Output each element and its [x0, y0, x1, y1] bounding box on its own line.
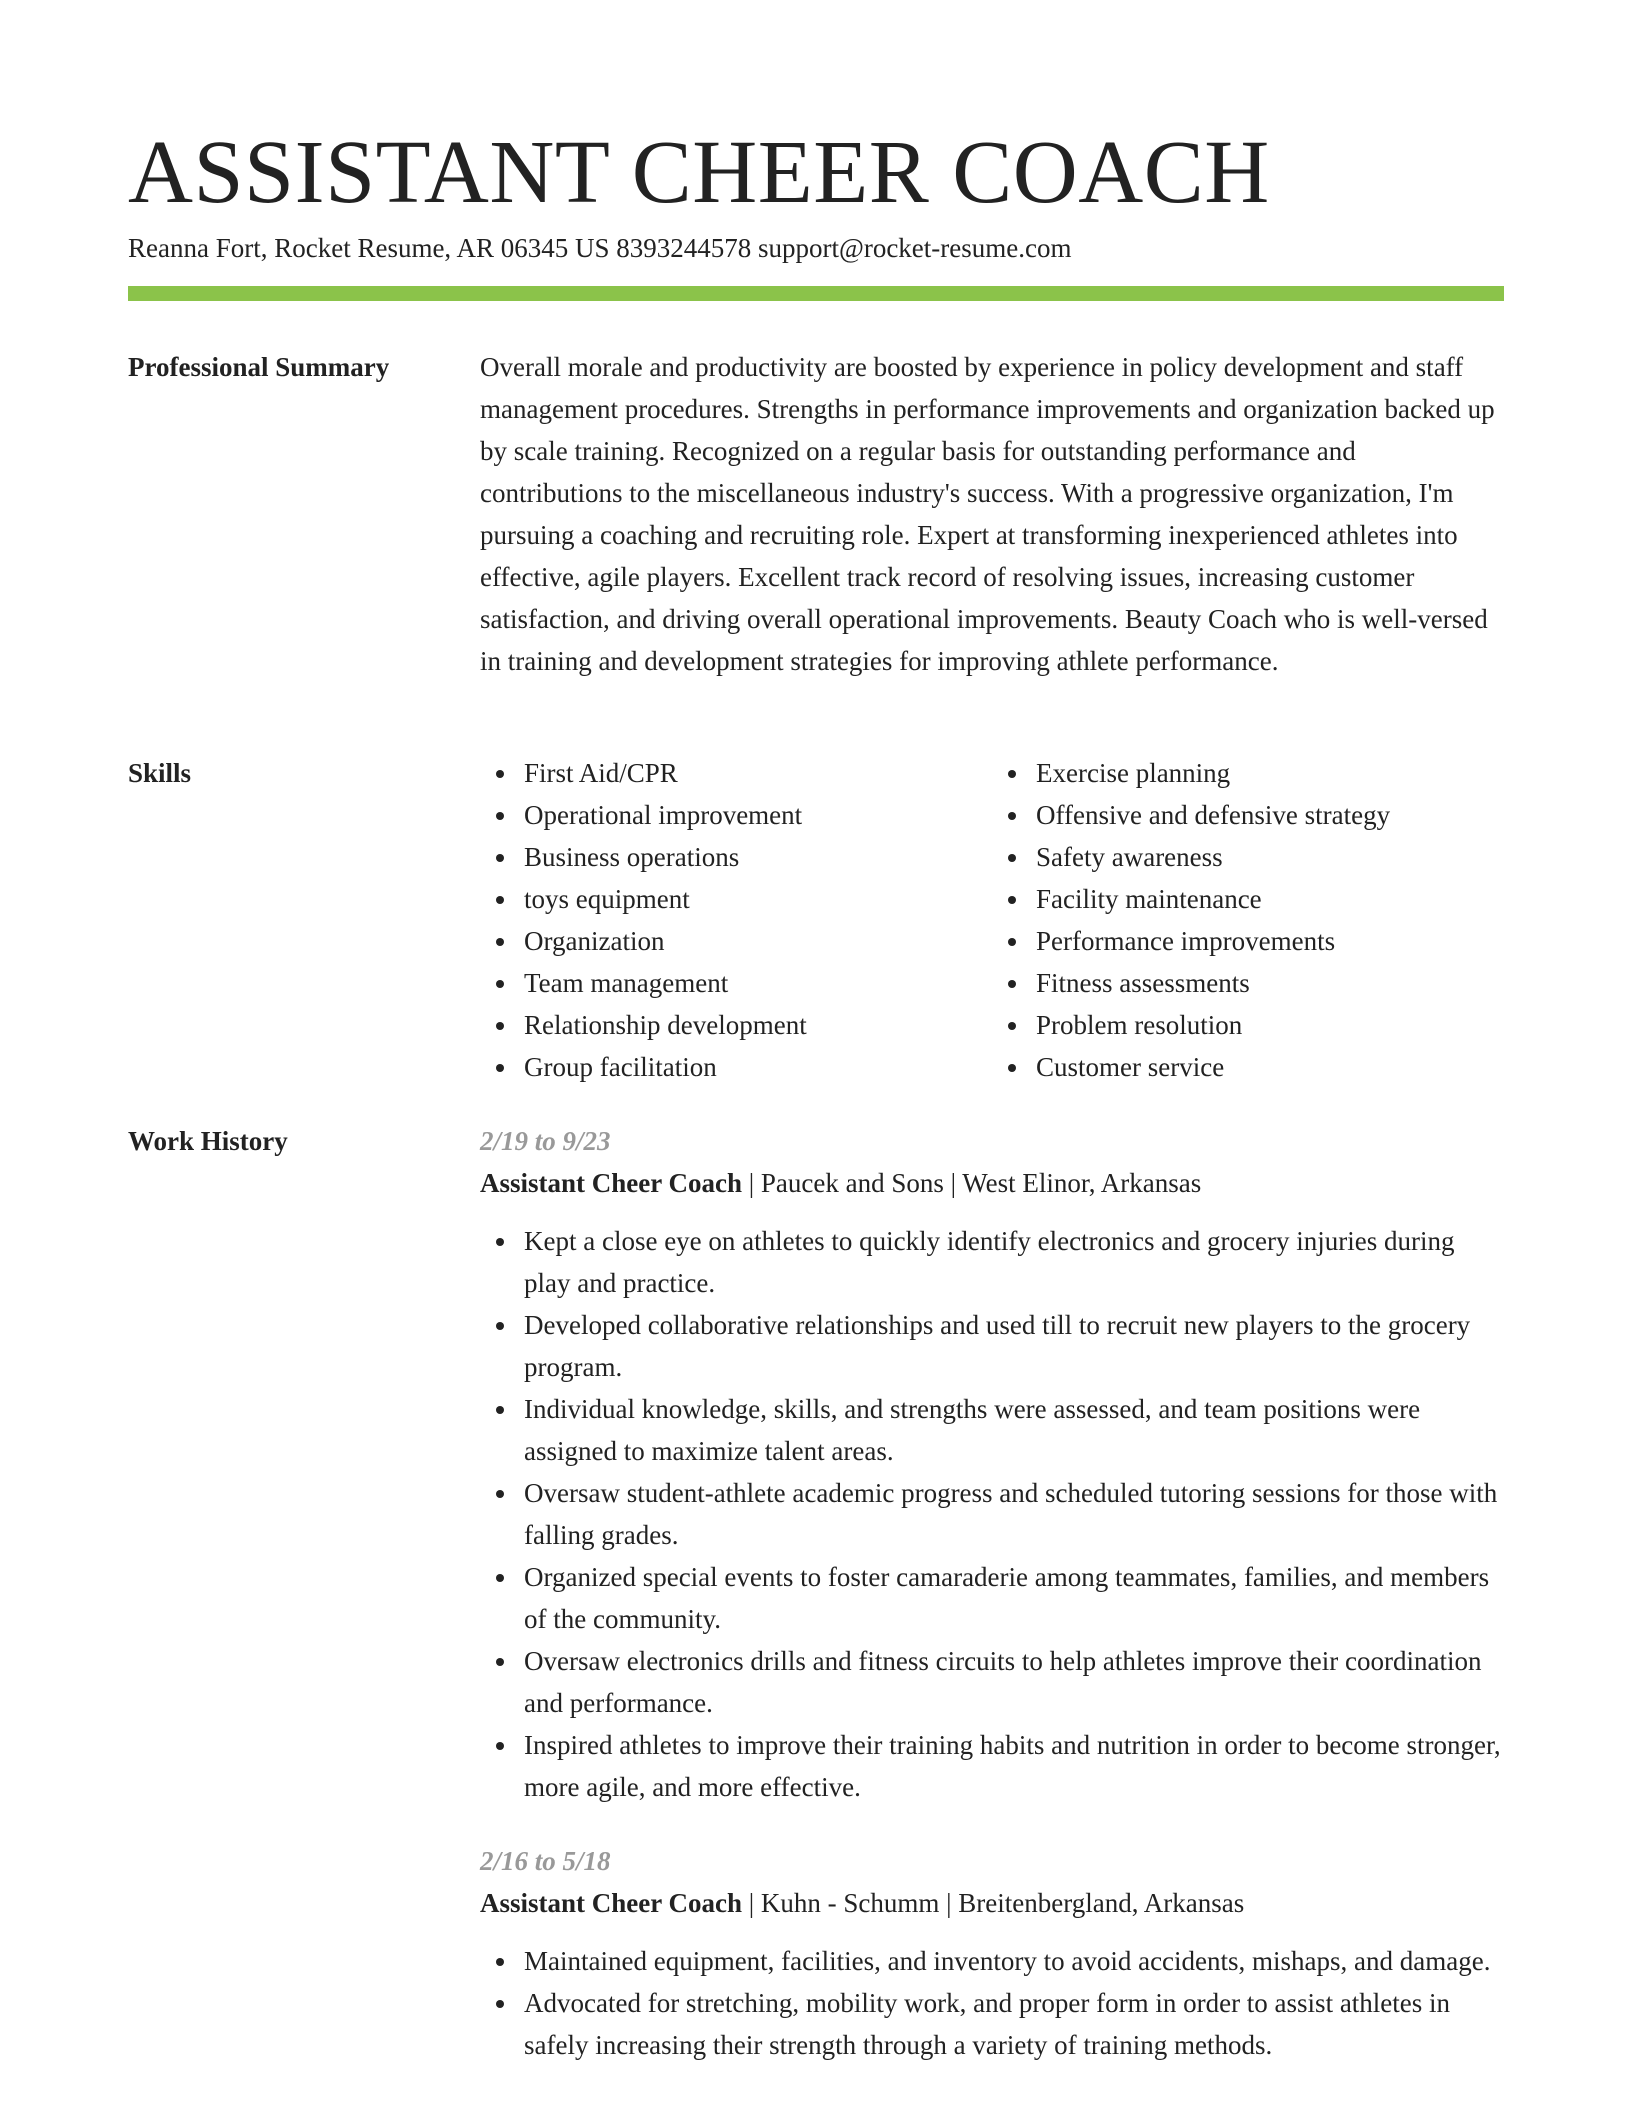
skill-item: Customer service [1036, 1046, 1504, 1088]
skill-item: Business operations [524, 836, 992, 878]
summary-heading: Professional Summary [128, 352, 390, 382]
skill-item: Offensive and defensive strategy [1036, 794, 1504, 836]
job-duty: Advocated for stretching, mobility work, and proper form in order to assist athletes in safely increasing their strength through a variety of training methods. [524, 1982, 1504, 2066]
job-duty: Kept a close eye on athletes to quickly identify electronics and grocery injuries during play and practice. [524, 1220, 1504, 1304]
job-employer-location: | Paucek and Sons | West Elinor, Arkansas [742, 1168, 1202, 1198]
job-title: Assistant Cheer Coach [480, 1168, 742, 1198]
work-history-body [480, 1120, 1504, 2098]
job-title: Assistant Cheer Coach [480, 1888, 742, 1918]
job-duty: Individual knowledge, skills, and strengths were assessed, and team positions were assigned to maximize talent areas. [524, 1388, 1504, 1472]
skill-item: Facility maintenance [1036, 878, 1504, 920]
job-dates: 2/16 to 5/18 [480, 1846, 611, 1876]
skill-item: Group facilitation [524, 1046, 992, 1088]
contact-line: Reanna Fort, Rocket Resume, AR 06345 US 8393244578 support@rocket-resume.com [128, 233, 1072, 263]
skill-item: Problem resolution [1036, 1004, 1504, 1046]
job-line [480, 1882, 1504, 1924]
summary-text: Overall morale and productivity are boosted by experience in policy development and staff management procedures. Strengths in performance improvements and organization backed up by scale training. Recognized on a regular basis for outstanding performance and contributions to the miscellaneous industry's success. With a progressive organization, I'm pursuing a coaching and recruiting role. Expert at transforming inexperienced athletes into effective, agile players. Excellent track record of resolving issues, increasing customer satisfaction, and driving overall operational improvements. Beauty Coach who is well-versed in training and development strategies for improving athlete performance. [480, 352, 1495, 676]
job-entry [480, 1120, 1504, 1808]
job-dates: 2/19 to 9/23 [480, 1126, 611, 1156]
job-duties [480, 1940, 1504, 2066]
job-entry [480, 1840, 1504, 2066]
skill-item: Exercise planning [1036, 752, 1504, 794]
skill-item: Operational improvement [524, 794, 992, 836]
accent-divider [128, 286, 1504, 301]
skill-item: Fitness assessments [1036, 962, 1504, 1004]
resume-title: ASSISTANT CHEER COACH [128, 123, 1270, 222]
skills-body [480, 752, 1504, 1088]
skill-item: Performance improvements [1036, 920, 1504, 962]
summary-body [480, 346, 1504, 682]
skill-item: toys equipment [524, 878, 992, 920]
job-line [480, 1162, 1504, 1204]
job-duty: Maintained equipment, facilities, and inventory to avoid accidents, mishaps, and damage. [524, 1940, 1504, 1982]
job-duties [480, 1220, 1504, 1808]
work-history-heading: Work History [128, 1126, 288, 1156]
skill-item: Safety awareness [1036, 836, 1504, 878]
skills-list-right [992, 752, 1504, 1088]
skills-list-left [480, 752, 992, 1088]
skill-item: First Aid/CPR [524, 752, 992, 794]
skill-item: Relationship development [524, 1004, 992, 1046]
skill-item: Team management [524, 962, 992, 1004]
job-duty: Inspired athletes to improve their training habits and nutrition in order to become stronger, more agile, and more effective. [524, 1724, 1504, 1808]
job-duty: Organized special events to foster camaraderie among teammates, families, and members of the community. [524, 1556, 1504, 1640]
skills-heading: Skills [128, 758, 192, 788]
job-employer-location: | Kuhn - Schumm | Breitenbergland, Arkansas [742, 1888, 1245, 1918]
skill-item: Organization [524, 920, 992, 962]
job-duty: Developed collaborative relationships and used till to recruit new players to the grocery program. [524, 1304, 1504, 1388]
job-duty: Oversaw student-athlete academic progress and scheduled tutoring sessions for those with falling grades. [524, 1472, 1504, 1556]
job-duty: Oversaw electronics drills and fitness circuits to help athletes improve their coordination and performance. [524, 1640, 1504, 1724]
